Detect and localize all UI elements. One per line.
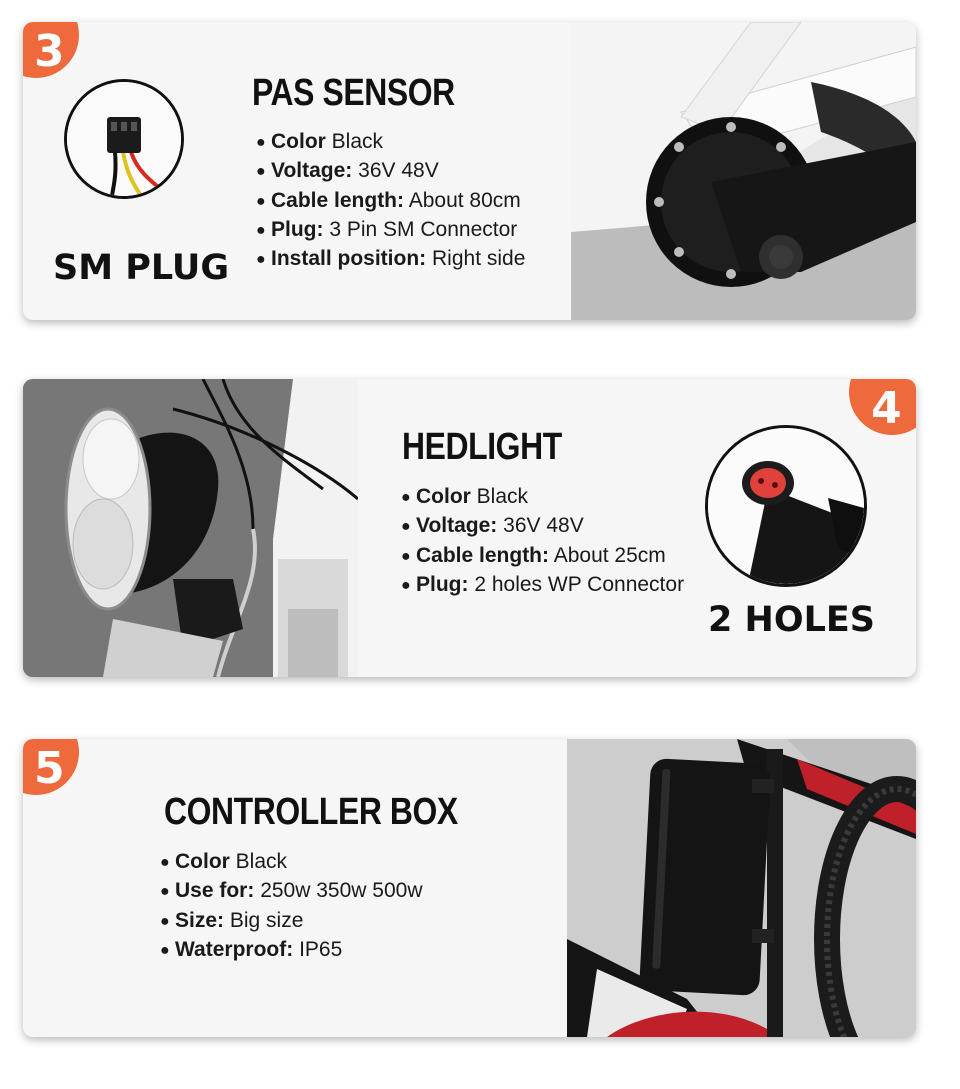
section-title: HEDLIGHT bbox=[402, 426, 562, 468]
spec-value: Black bbox=[476, 485, 529, 508]
headlight-photo bbox=[23, 379, 358, 677]
spec-key: Color bbox=[416, 485, 471, 508]
spec-item: ● Cable length: About 25cm bbox=[401, 543, 666, 567]
section-number-badge bbox=[23, 739, 79, 795]
spec-value: Black bbox=[235, 850, 288, 873]
spec-item: ● Install position: Right side bbox=[256, 247, 526, 271]
spec-value: 36V 48V bbox=[503, 514, 584, 538]
spec-item: ● Waterproof: IP65 bbox=[160, 937, 343, 961]
spec-key: Voltage: bbox=[271, 159, 353, 183]
section-number-badge bbox=[23, 22, 79, 78]
spec-list bbox=[401, 482, 684, 599]
spec-value: 3 Pin SM Connector bbox=[329, 217, 518, 241]
section-number: 3 bbox=[34, 26, 65, 77]
spec-key: Cable length: bbox=[416, 543, 550, 567]
spec-item: ● Color Black bbox=[256, 130, 384, 153]
pas-sensor-photo bbox=[571, 22, 916, 320]
spec-list bbox=[256, 127, 525, 273]
spec-key: Color bbox=[175, 850, 230, 873]
spec-list bbox=[160, 847, 422, 964]
spec-item: ● Plug: 2 holes WP Connector bbox=[401, 572, 685, 596]
spec-key: Size: bbox=[175, 908, 225, 932]
spec-value: Black bbox=[331, 130, 384, 153]
controller-box-photo bbox=[567, 739, 916, 1037]
sm-plug-image bbox=[64, 79, 184, 199]
spec-value: Big size bbox=[229, 908, 304, 932]
spec-value: 2 holes WP Connector bbox=[474, 572, 685, 596]
spec-item: ● Voltage: 36V 48V bbox=[256, 159, 439, 183]
spec-item: ● Cable length: About 80cm bbox=[256, 188, 521, 212]
spec-key: Waterproof: bbox=[175, 937, 294, 961]
pas-sensor-card bbox=[23, 22, 916, 320]
spec-item: ● Size: Big size bbox=[160, 908, 304, 932]
spec-key: Use for: bbox=[175, 879, 255, 903]
section-title: PAS SENSOR bbox=[252, 72, 455, 114]
spec-item: ● Voltage: 36V 48V bbox=[401, 514, 584, 538]
spec-key: Voltage: bbox=[416, 514, 498, 538]
section-number: 5 bbox=[34, 743, 65, 794]
spec-value: About 25cm bbox=[553, 543, 666, 567]
spec-item: ● Use for: 250w 350w 500w bbox=[160, 879, 423, 903]
headlight-card bbox=[23, 379, 916, 677]
spec-item: ● Color Black bbox=[401, 485, 529, 508]
spec-item: ● Plug: 3 Pin SM Connector bbox=[256, 217, 518, 241]
2-holes-connector-image bbox=[705, 425, 867, 587]
spec-key: Plug: bbox=[416, 572, 469, 596]
2-holes-caption: 2 HOLES bbox=[708, 600, 876, 640]
spec-value: IP65 bbox=[299, 937, 343, 961]
spec-value: 36V 48V bbox=[358, 159, 439, 183]
spec-value: About 80cm bbox=[408, 188, 521, 212]
sm-plug-caption: SM PLUG bbox=[53, 248, 230, 288]
section-number-badge bbox=[849, 379, 916, 435]
controller-box-card bbox=[23, 739, 916, 1037]
section-number: 4 bbox=[871, 383, 902, 434]
spec-key: Color bbox=[271, 130, 326, 153]
spec-key: Plug: bbox=[271, 217, 324, 241]
spec-value: Right side bbox=[432, 247, 526, 271]
spec-value: 250w 350w 500w bbox=[260, 879, 423, 903]
spec-item: ● Color Black bbox=[160, 850, 288, 873]
section-title: CONTROLLER BOX bbox=[164, 791, 458, 833]
spec-key: Cable length: bbox=[271, 188, 405, 212]
spec-key: Install position: bbox=[271, 247, 427, 271]
